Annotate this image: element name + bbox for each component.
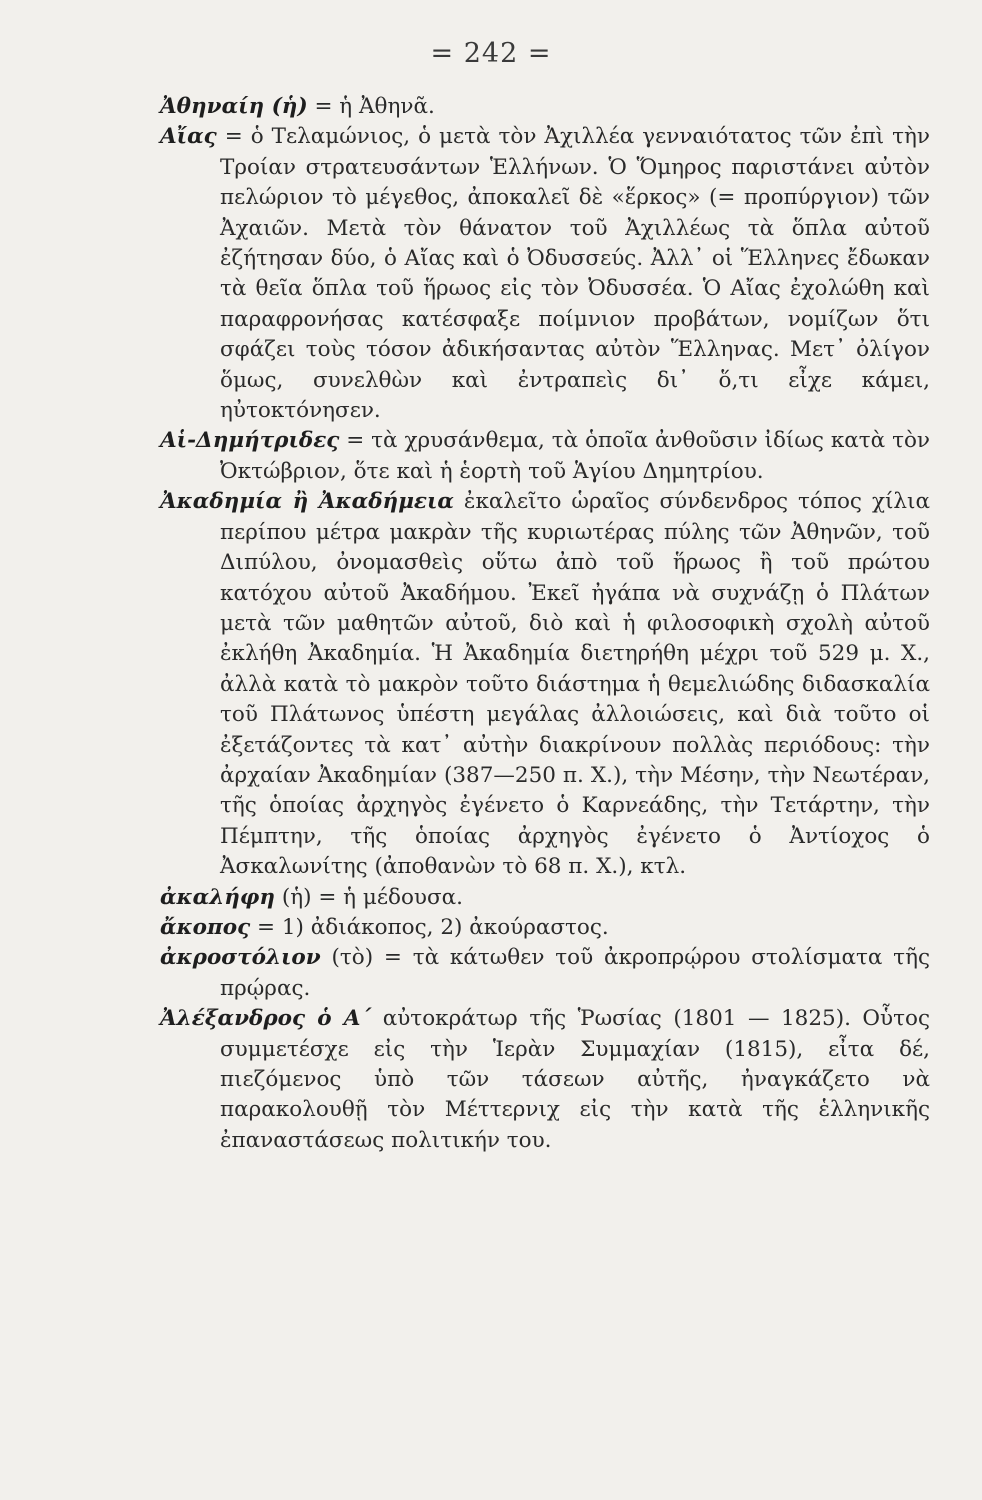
entry-headword: ἄκοπος (160, 914, 251, 940)
entry-akalifi (160, 883, 930, 913)
entry-headword: Ἀθηναίη (ἡ) (160, 94, 308, 119)
entry-definition: (ἡ) = ἡ μέδουσα. (275, 884, 463, 910)
entry-headword: ἀκροστόλιον (160, 945, 321, 971)
entry-alexandros (160, 1004, 930, 1156)
entry-akopos (160, 913, 930, 943)
entry-definition: = ὁ Τελαμώνιος, ὁ μετὰ τὸν Ἀχιλλέα γενναιότατος τῶν ἐπὶ τὴν Τροίαν στρατευσάντων Ἑλλήνων. Ὁ Ὅμηρος παριστάνει αὐτὸν πελώριον τὸ μέγεθος, ἀποκαλεῖ δὲ «ἕρκος» (= προπύργιον) τῶν Ἀχαιῶν. Μετὰ τὸν θάνατον τοῦ Ἀχιλλέως τὰ ὅπλα αὐτοῦ ἐζήτησαν δύο, ὁ Αἴας καὶ ὁ Ὀδυσσεύς. Ἀλλ᾿ οἱ Ἕλληνες ἔδωκαν τὰ θεῖα ὅπλα τοῦ ἥρωος εἰς τὸν Ὀδυσσέα. Ὁ Αἴας ἐχολώθη καὶ παραφρονήσας κατέσφαξε ποίμνιον προβάτων, νομίζων ὅτι σφάζει τοὺς τόσον ἀδικήσαντας αὐτὸν Ἕλληνας. Μετ᾿ ὀλίγον ὅμως, συνελθὼν καὶ ἐντραπεὶς δι᾿ ὅ,τι εἶχε κάμει, ηὐτοκτόνησεν. (216, 124, 930, 424)
entry-definition: = ἡ Ἀθηνᾶ. (307, 94, 435, 119)
entry-aias (160, 122, 930, 426)
entry-definition: ἐκαλεῖτο ὡραῖος σύνδενδρος τόπος χίλια περίπου μέτρα μακρὰν τῆς κυριωτέρας πύλης τῶν Ἀθηνῶν, τοῦ Διπύλου, ὀνομασθεὶς οὕτω ἀπὸ τοῦ ἥρωος ἢ τοῦ πρώτου κατόχου αὐτοῦ Ἀκαδήμου. Ἐκεῖ ἠγάπα νὰ συχνάζῃ ὁ Πλάτων μετὰ τῶν μαθητῶν αὐτοῦ, διὸ καὶ ἡ φιλοσοφικὴ σχολὴ αὐτοῦ ἐκλήθη Ἀκαδημία. Ἡ Ἀκαδημία διετηρήθη μέχρι τοῦ 529 μ. Χ., ἀλλὰ κατὰ τὸ μακρὸν τοῦτο διάστημα ἡ θεμελιώδης διδασκαλία τοῦ Πλάτωνος ὑπέστη μεγάλας ἀλλοιώσεις, καὶ διὰ τοῦτο οἱ ἐξετάζοντες τὰ κατ᾿ αὐτὴν διακρίνουν πολλὰς περιόδους: τὴν ἀρχαίαν Ἀκαδημίαν (387—250 π. Χ.), τὴν Μέσην, τὴν Νεωτέραν, τῆς ὁποίας ἀρχηγὸς ἐγένετο ὁ Καρνεάδης, τὴν Τετάρτην, τὴν Πέμπτην, τῆς ὁποίας ἀρχηγὸς ἐγένετο ὁ Ἀντίοχος ὁ Ἀσκαλωνίτης (ἀποθανὼν τὸ 68 π. Χ.), κτλ. (220, 489, 930, 880)
entry-definition: = 1) ἀδιάκοπος, 2) ἀκούραστος. (250, 914, 609, 940)
entry-definition: = τὰ χρυσάνθεμα, τὰ ὁποῖα ἀνθοῦσιν ἰδίως κατὰ τὸν Ὀκτώβριον, ὅτε καὶ ἡ ἑορτὴ τοῦ Ἁγίου Δημητρίου. (220, 428, 930, 484)
entry-akadimia (160, 487, 930, 882)
entry-headword: ἀκαλήφη (160, 884, 275, 910)
page-number: = 242 = (430, 38, 552, 69)
entry-definition: αὐτοκράτωρ τῆς Ῥωσίας (1801 — 1825). Οὗτος συμμετέσχε εἰς τὴν Ἱερὰν Συμμαχίαν (1815), εἶτα δέ, πιεζόμενος ὑπὸ τῶν τάσεων αὐτῆς, ἠναγκάζετο νὰ παρακολουθῇ τὸν Μέττερνιχ εἰς τὴν κατὰ τῆς ἑλληνικῆς ἐπαναστάσεως πολιτικήν του. (220, 1006, 931, 1153)
entry-headword: Αἴας (160, 124, 217, 150)
entry-akrostolion (160, 943, 930, 1004)
entry-ai-dimitrides (160, 426, 930, 487)
entry-headword: Ἀκαδημία ἢ Ἀκαδήμεια (160, 489, 454, 515)
entry-headword: Ἀλέξανδρος ὁ Α´ (160, 1006, 372, 1032)
entry-headword: Αἱ-Δημήτριδες (160, 428, 340, 454)
entry-list (160, 92, 930, 1156)
entry-definition: (τὸ) = τὰ κάτωθεν τοῦ ἀκροπρῴρου στολίσματα τῆς πρῴρας. (220, 945, 930, 1001)
entry-athenaie (160, 92, 930, 122)
